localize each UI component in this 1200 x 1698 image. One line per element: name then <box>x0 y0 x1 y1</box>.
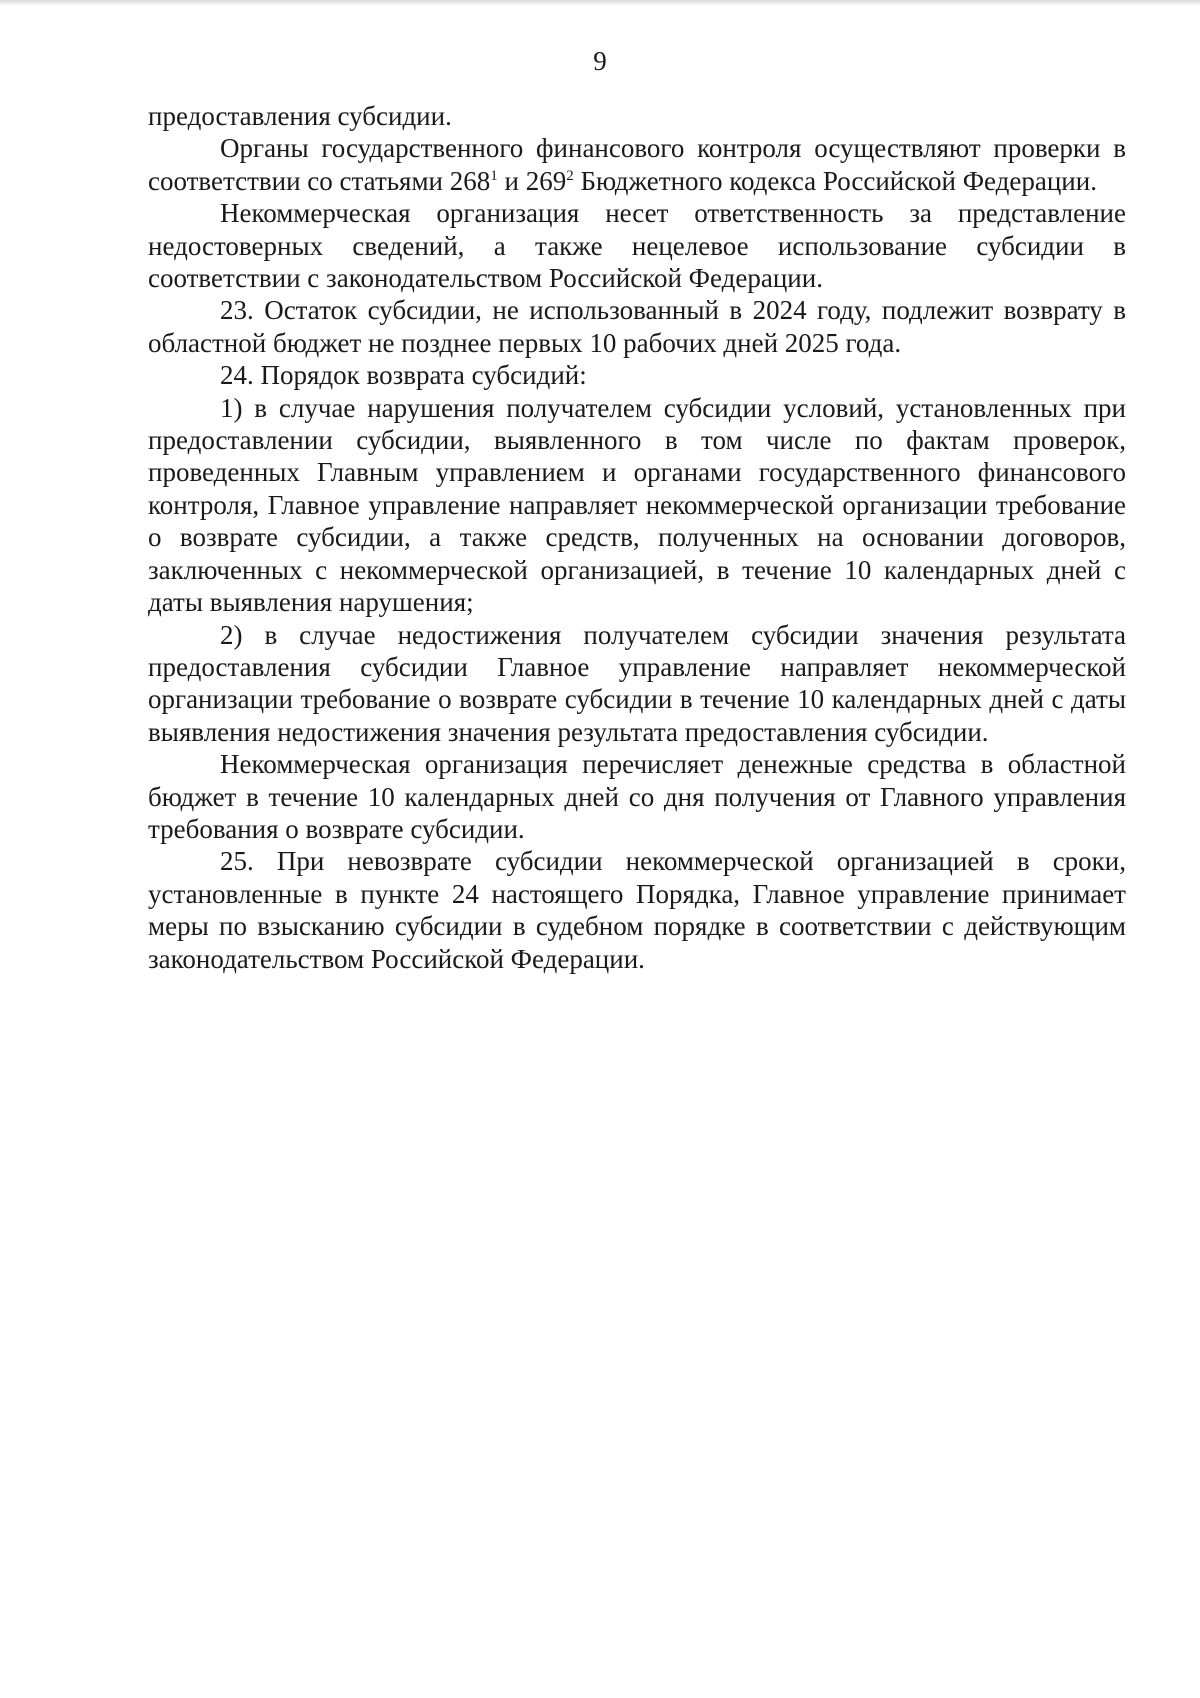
paragraph-23: 23. Остаток субсидии, не использованный в 2024 году, подлежит возврату в областной бюджет не позднее первых 10 рабочих дней 2025 года. <box>148 295 1126 358</box>
paragraph-24: 24. Порядок возврата субсидий: <box>220 360 587 391</box>
paragraph-25: 25. При невозврате субсидии некоммерческой организацией в сроки, установленные в пункте 24 настоящего Порядка, Главное управление принимает меры по взысканию субсидии в судебном порядке в соответствии с действующим законодательством Российской Федерации. <box>148 846 1126 974</box>
page-number: 9 <box>593 46 607 76</box>
article-superscript-2: 2 <box>566 167 574 184</box>
article-superscript-1: 1 <box>490 167 498 184</box>
paragraph-continuation: предоставления субсидии. <box>148 101 452 131</box>
paragraph-financial-control-text: Органы государственного финансового контроля осуществляют проверки в соответствии со статьями 268 <box>148 133 1126 196</box>
paragraph-responsibility: Некоммерческая организация несет ответственность за представление недостоверных сведений, а также нецелевое использование субсидии в соответствии с законодательством Российской Федерации. <box>148 198 1126 294</box>
paragraph-financial-control-mid: и 269 <box>497 165 567 196</box>
paragraph-transfer: Некоммерческая организация перечисляет денежные средства в областной бюджет в течение 10 календарных дней со дня получения от Главного управления требования о возврате субсидии. <box>148 749 1126 844</box>
paragraph-financial-control-end: Бюджетного кодекса Российской Федерации. <box>573 165 1097 196</box>
paragraph-financial-control <box>148 132 1126 197</box>
paragraph-24-item-2: 2) в случае недостижения получателем субсидии значения результата предоставления субсидии Главное управление направляет некоммерческой организации требование о возврате субсидии в течение 10 календарных дней с даты выявления недостижения значения результата предоставления субсидии. <box>148 619 1126 747</box>
scan-edge <box>0 0 1200 6</box>
document-body <box>148 100 1126 975</box>
paragraph-24-item-1: 1) в случае нарушения получателем субсидии условий, установленных при предоставлении субсидии, выявленного в том числе по фактам проверок, проведенных Главным управлением и органами государственного финансового контроля, Главное управление направляет некоммерческой организации требование о возврате субсидии, а также средств, полученных на основании договоров, заключенных с некоммерческой организацией, в течение 10 календарных дней с даты выявления нарушения; <box>148 392 1126 618</box>
